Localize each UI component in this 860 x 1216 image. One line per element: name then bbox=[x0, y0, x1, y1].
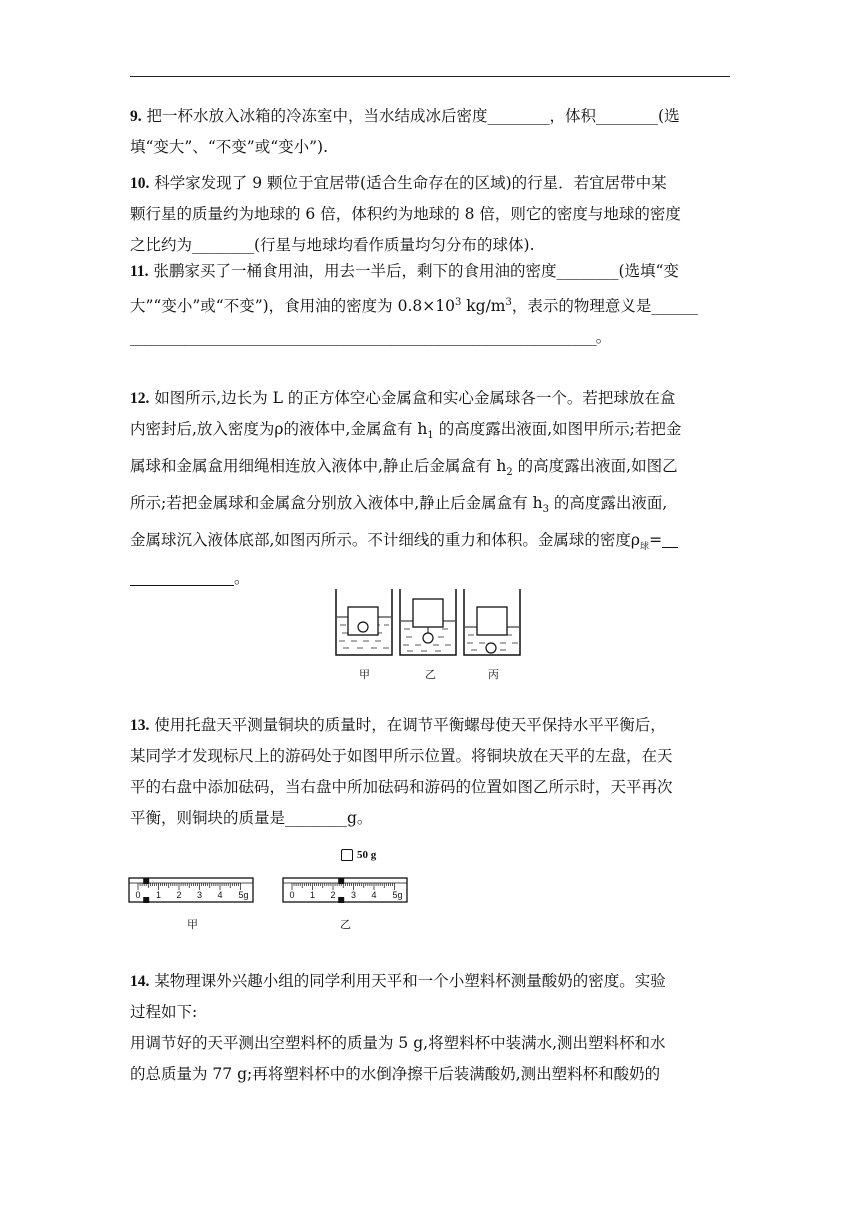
q12-number: 12. bbox=[130, 390, 150, 407]
q12-sub3: 3 bbox=[542, 504, 549, 516]
q12-label-jia: 甲 bbox=[359, 668, 370, 681]
q10-line1 bbox=[130, 168, 730, 199]
q12-text6: 。 bbox=[234, 569, 250, 588]
scale-jia-rider-bottom bbox=[143, 897, 149, 903]
q13-text1: 使用托盘天平测量铜块的质量时，在调节平衡螺母使天平保持水平平衡后， bbox=[149, 716, 666, 734]
q13-label-yi: 乙 bbox=[340, 918, 351, 931]
scale-jia-tick-label: 3 bbox=[197, 890, 203, 900]
scale-jia-rider-top bbox=[143, 878, 149, 884]
question-13 bbox=[130, 710, 730, 834]
scale-yi-tick-label: 2 bbox=[330, 890, 336, 900]
q14-line2: 过程如下: bbox=[130, 1003, 198, 1021]
q10-number: 10. bbox=[130, 175, 150, 192]
scale-yi-rider-top bbox=[338, 878, 344, 884]
q11-number: 11. bbox=[130, 263, 149, 280]
q14-text1: 某物理课外兴趣小组的同学利用天平和一个小塑料杯测量酸奶的密度。实验 bbox=[149, 972, 666, 990]
q13-scale-jia bbox=[128, 876, 256, 906]
q12-text5a: 金属球沉入液体底部,如图丙所示。不计细线的重力和体积。金属球的密度ρ bbox=[130, 531, 641, 550]
q12-label-yi: 乙 bbox=[425, 668, 436, 681]
beaker-jia bbox=[336, 589, 392, 655]
q13-number: 13. bbox=[130, 717, 150, 734]
scale-yi-frame bbox=[283, 878, 407, 902]
q12-line3 bbox=[130, 451, 730, 488]
q12-line1 bbox=[130, 383, 730, 414]
q12-blank-1 bbox=[662, 531, 678, 548]
q12-sub2: 2 bbox=[506, 467, 513, 479]
q9-line1 bbox=[130, 101, 730, 132]
scale-yi-tick-label: 4 bbox=[371, 890, 377, 900]
q12-line2 bbox=[130, 414, 730, 451]
scale-jia-tick-label: 0 bbox=[135, 890, 141, 900]
q13-scale-yi bbox=[282, 876, 410, 906]
q13-line4: 平衡，则铜块的质量是________g。 bbox=[130, 809, 373, 827]
q12-text2b: 的高度露出液面,如图甲所示;若把金 bbox=[433, 420, 682, 438]
q12-text4b: 的高度露出液面, bbox=[548, 494, 668, 513]
q11-line3: ____________________________________________________________________。 bbox=[130, 328, 611, 347]
q11-text2a: 大”“变小”或“不变”)，食用油的密度为 0.8×10 bbox=[130, 297, 455, 316]
q14-line4: 的总质量为 77 g;再将塑料杯中的水倒净擦干后装满酸奶,测出塑料杯和酸奶的 bbox=[130, 1065, 661, 1083]
q10-text1: 科学家发现了 9 颗位于宜居带(适合生命存在的区域)的行星．若宜居带中某 bbox=[149, 174, 667, 192]
q12-text1: 如图所示,边长为 L 的正方体空心金属盒和实心金属球各一个。若把球放在盒 bbox=[149, 389, 676, 407]
q9-text1: 把一杯水放入冰箱的冷冻室中，当水结成冰后密度________，体积________(选 bbox=[141, 107, 680, 125]
beaker-yi bbox=[400, 589, 456, 655]
question-14 bbox=[130, 966, 730, 1090]
scale-yi-tick-label: 1 bbox=[310, 890, 316, 900]
q13-line1 bbox=[130, 710, 730, 741]
q12-blank-2 bbox=[130, 567, 234, 586]
q11-text2c: ，表示的物理意义是______ bbox=[511, 297, 698, 316]
q12-sub1: 1 bbox=[427, 430, 434, 442]
q12-line4 bbox=[130, 488, 730, 525]
q12-figure bbox=[330, 585, 530, 661]
q14-line1 bbox=[130, 966, 730, 997]
scale-jia-tick-label: 1 bbox=[156, 890, 162, 900]
scale-jia-tick-label: 2 bbox=[176, 890, 182, 900]
beaker-bing bbox=[464, 589, 520, 655]
q10-line3: 之比约为________(行星与地球均看作质量均匀分布的球体). bbox=[130, 236, 535, 254]
scale-yi-tick-label: 0 bbox=[289, 890, 295, 900]
question-9 bbox=[130, 101, 730, 163]
q9-number: 9. bbox=[130, 108, 142, 125]
question-12 bbox=[130, 383, 730, 594]
q9-line2: 填“变大”、“不变”或“变小”). bbox=[130, 138, 329, 156]
q12-text3a: 属球和金属盒用细绳相连放入液体中,静止后金属盒有 h bbox=[130, 457, 507, 476]
q13-weight-label: 50 g bbox=[357, 849, 377, 861]
q11-text2b: kg/m bbox=[461, 297, 506, 316]
q12-sub4: 球 bbox=[640, 542, 650, 553]
scale-yi-tick-label: 5g bbox=[392, 890, 403, 900]
q11-text1: 张鹏家买了一桶食用油，用去一半后，剩下的食用油的密度________(选填“变 bbox=[148, 262, 679, 280]
scale-yi-tick-label: 3 bbox=[351, 890, 357, 900]
q14-number: 14. bbox=[130, 973, 150, 990]
weight-icon bbox=[341, 849, 353, 861]
scale-yi-rider-bottom bbox=[338, 897, 344, 903]
q14-line3: 用调节好的天平测出空塑料杯的质量为 5 g,将塑料杯中装满水,测出塑料杯和水 bbox=[130, 1034, 666, 1052]
q13-line2: 某同学才发现标尺上的游码处于如图甲所示位置。将铜块放在天平的左盘，在天 bbox=[130, 747, 673, 765]
q13-label-jia: 甲 bbox=[187, 918, 198, 931]
scale-jia-tick-label: 5g bbox=[238, 890, 249, 900]
q12-label-bing: 丙 bbox=[488, 668, 499, 681]
scale-jia-tick-label: 4 bbox=[217, 890, 223, 900]
q12-text5b: = bbox=[649, 531, 663, 550]
q11-sup1: 3 bbox=[454, 297, 462, 308]
q10-line2: 颗行星的质量约为地球的 6 倍，体积约为地球的 8 倍，则它的密度与地球的密度 bbox=[130, 205, 681, 223]
q12-line5 bbox=[130, 525, 730, 563]
question-11 bbox=[130, 256, 730, 353]
q12-text2a: 内密封后,放入密度为ρ的液体中,金属盒有 h bbox=[130, 420, 428, 438]
header-rule bbox=[130, 76, 730, 77]
q11-line2 bbox=[130, 287, 730, 322]
question-10 bbox=[130, 168, 730, 261]
q12-text3b: 的高度露出液面,如图乙 bbox=[512, 457, 678, 476]
q11-line1 bbox=[130, 256, 730, 287]
q13-line3: 平的右盘中添加砝码，当右盘中所加砝码和游码的位置如图乙所示时，天平再次 bbox=[130, 778, 673, 796]
q12-text4a: 所示;若把金属球和金属盒分别放入液体中,静止后金属盒有 h bbox=[130, 494, 543, 513]
q11-sup2: 3 bbox=[505, 297, 512, 308]
